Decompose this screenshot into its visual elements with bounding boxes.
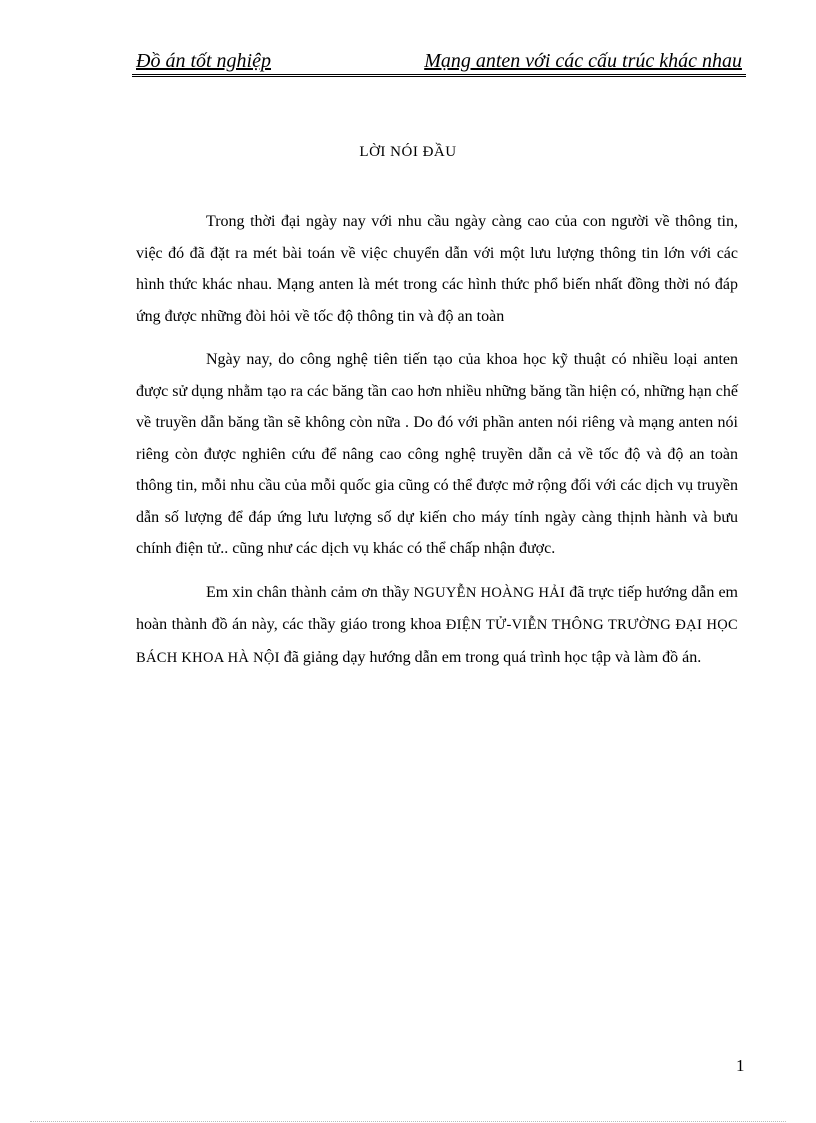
header-right-text: Mạng anten với các cấu trúc khác nhau [424, 50, 742, 72]
header-left-text: Đồ án tốt nghiệp [136, 50, 271, 72]
page-title: LỜI NÓI ĐẦU [359, 144, 457, 160]
paragraph-2: Ngày nay, do công nghệ tiên tiến tạo của khoa học kỹ thuật có nhiều loại anten được sử dụng nhằm tạo ra các băng tần cao hơn nhiều những băng tần hiện có, những hạn chế về truyền dẫn băng tần sẽ không còn nữa . Do đó với phần anten nói riêng và mạng anten nói riêng còn được nghiên cứu để nâng cao công nghệ truyền dẫn cả về tốc độ và độ an toàn thông tin, mỗi nhu cầu của mỗi quốc gia cũng có thể được mở rộng đối với các dịch vụ truyền dẫn số lượng để đáp ứng lưu lượng số dự kiến cho máy tính ngày càng thịnh hành và bưu chính điện tử.. cũng như các dịch vụ khác có thể chấp nhận được. [136, 351, 738, 557]
paragraph-1: Trong thời đại ngày nay với nhu cầu ngày càng cao của con người về thông tin, việc đó đã đặt ra mét bài toán về việc chuyển dẫn với một lưu lượng thông tin lớn với các hình thức khác nhau. Mạng anten là mét trong các hình thức phổ biến nhất đồng thời nó đáp ứng được những đòi hỏi về tốc độ thông tin và độ an toàn [136, 213, 738, 325]
document-body [136, 206, 738, 674]
paragraph-3-part-3: đã giảng dạy hướng dẫn em trong quá trình học tập và làm đồ án. [279, 648, 702, 666]
page-bottom-divider [30, 1121, 786, 1122]
advisor-name: NGUYỄN HOÀNG HẢI [413, 584, 566, 601]
paragraph-3-part-2: đã trực tiếp hướng dẫn em hoàn thành đồ án này, các thầy giáo trong khoa [136, 583, 739, 633]
paragraph-3-part-1: Em xin chân thành cảm ơn thầy [206, 583, 414, 601]
page-number: 1 [736, 1056, 745, 1075]
page-header [132, 50, 746, 77]
faculty-name: ĐIỆN TỬ-VIỄN THÔNG TRƯỜNG ĐẠI HỌC BÁCH KHOA HÀ NỘI [136, 617, 738, 666]
paragraph-3 [136, 577, 738, 675]
